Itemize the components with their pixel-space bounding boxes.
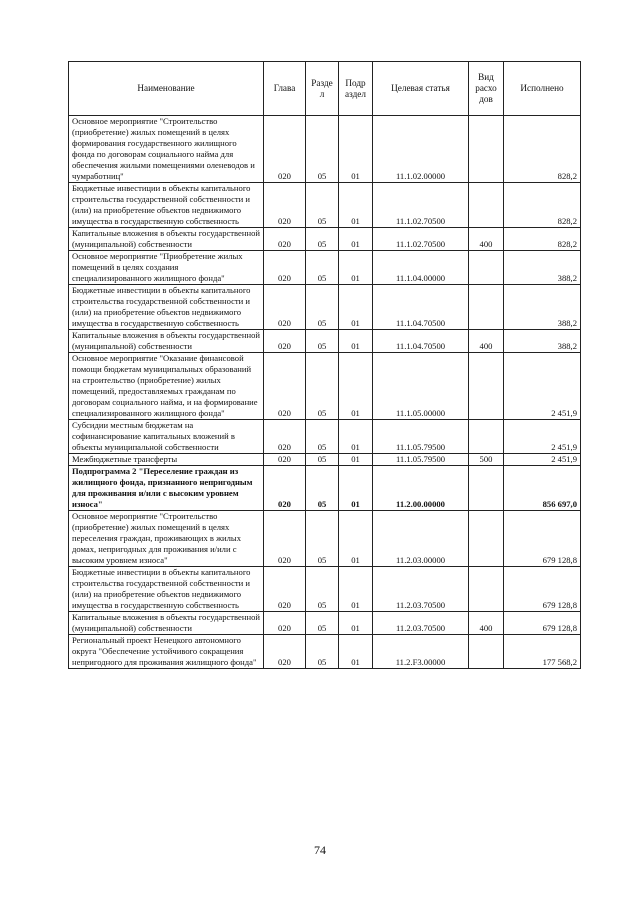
- cell-vid: 400: [469, 330, 504, 353]
- cell-glava: 020: [264, 635, 306, 669]
- cell-celevaya: 11.1.04.00000: [373, 251, 469, 285]
- cell-name: Капитальные вложения в объекты государственной (муниципальной) собственности: [69, 612, 264, 635]
- cell-vid: 400: [469, 228, 504, 251]
- cell-podrazdel: 01: [339, 285, 373, 330]
- table-row: [69, 116, 581, 183]
- table-row: [69, 635, 581, 669]
- cell-razdel: 05: [306, 466, 339, 511]
- cell-razdel: 05: [306, 635, 339, 669]
- cell-ispolneno: 828,2: [504, 183, 581, 228]
- table-row: [69, 330, 581, 353]
- cell-name: Подпрограмма 2 "Переселение граждан из жилищного фонда, признанного непригодным для проживания и/или с высоким уровнем износа": [69, 466, 264, 511]
- cell-celevaya: 11.1.04.70500: [373, 285, 469, 330]
- cell-celevaya: 11.2.00.00000: [373, 466, 469, 511]
- cell-ispolneno: 388,2: [504, 330, 581, 353]
- cell-celevaya: 11.1.05.79500: [373, 454, 469, 466]
- cell-razdel: 05: [306, 183, 339, 228]
- cell-podrazdel: 01: [339, 251, 373, 285]
- cell-razdel: 05: [306, 567, 339, 612]
- cell-ispolneno: 2 451,9: [504, 454, 581, 466]
- page-number: 74: [314, 843, 326, 857]
- cell-ispolneno: 177 568,2: [504, 635, 581, 669]
- table-header: [69, 62, 581, 116]
- cell-podrazdel: 01: [339, 183, 373, 228]
- cell-celevaya: 11.2.03.70500: [373, 567, 469, 612]
- cell-ispolneno: 2 451,9: [504, 420, 581, 454]
- table-row: [69, 251, 581, 285]
- table-row: [69, 454, 581, 466]
- cell-podrazdel: 01: [339, 353, 373, 420]
- cell-razdel: 05: [306, 420, 339, 454]
- cell-name: Основное мероприятие "Строительство (приобретение) жилых помещений в целях переселения граждан, проживающих в жилых домах, непригодных для проживания и/или с высоким уровнем износа": [69, 511, 264, 567]
- budget-table: [68, 61, 581, 669]
- cell-glava: 020: [264, 466, 306, 511]
- cell-ispolneno: 679 128,8: [504, 612, 581, 635]
- cell-celevaya: 11.1.05.00000: [373, 353, 469, 420]
- cell-podrazdel: 01: [339, 454, 373, 466]
- cell-celevaya: 11.2.03.70500: [373, 612, 469, 635]
- cell-razdel: 05: [306, 511, 339, 567]
- cell-podrazdel: 01: [339, 567, 373, 612]
- cell-celevaya: 11.1.02.00000: [373, 116, 469, 183]
- cell-podrazdel: 01: [339, 466, 373, 511]
- cell-celevaya: 11.2.F3.00000: [373, 635, 469, 669]
- cell-ispolneno: 388,2: [504, 285, 581, 330]
- cell-glava: 020: [264, 420, 306, 454]
- cell-ispolneno: 828,2: [504, 228, 581, 251]
- cell-name: Капитальные вложения в объекты государственной (муниципальной) собственности: [69, 228, 264, 251]
- cell-glava: 020: [264, 183, 306, 228]
- cell-ispolneno: 679 128,8: [504, 511, 581, 567]
- cell-ispolneno: 679 128,8: [504, 567, 581, 612]
- table-row: [69, 183, 581, 228]
- cell-name: Основное мероприятие "Строительство (приобретение) жилых помещений в целях формирования государственного жилищного фонда по договорам социального найма для обеспечения жилыми помещениями оленеводов и чумработниц": [69, 116, 264, 183]
- table-row: [69, 511, 581, 567]
- cell-razdel: 05: [306, 454, 339, 466]
- header-ispolneno: Исполнено: [504, 62, 581, 116]
- cell-name: Бюджетные инвестиции в объекты капитального строительства государственной собственности и (или) на приобретение объектов недвижимого имущества в государственную собственность: [69, 285, 264, 330]
- cell-glava: 020: [264, 116, 306, 183]
- header-razdel: Разде л: [306, 62, 339, 116]
- cell-glava: 020: [264, 285, 306, 330]
- cell-ispolneno: 388,2: [504, 251, 581, 285]
- cell-vid: [469, 635, 504, 669]
- cell-vid: [469, 511, 504, 567]
- cell-glava: 020: [264, 511, 306, 567]
- cell-vid: [469, 466, 504, 511]
- header-glava: Глава: [264, 62, 306, 116]
- table-row: [69, 353, 581, 420]
- table-row: [69, 285, 581, 330]
- cell-vid: [469, 420, 504, 454]
- cell-glava: 020: [264, 330, 306, 353]
- cell-ispolneno: 856 697,0: [504, 466, 581, 511]
- header-name: Наименование: [69, 62, 264, 116]
- cell-name: Основное мероприятие "Оказание финансовой помощи бюджетам муниципальных образований на строительство (приобретение) жилых помещений, предоставляемых гражданам по договорам социального найма, и на формирование специализированного жилищного фонда": [69, 353, 264, 420]
- cell-celevaya: 11.2.03.00000: [373, 511, 469, 567]
- table-body: [69, 116, 581, 669]
- table-row: [69, 567, 581, 612]
- cell-glava: 020: [264, 251, 306, 285]
- cell-celevaya: 11.1.02.70500: [373, 228, 469, 251]
- cell-name: Субсидии местным бюджетам на софинансирование капитальных вложений в объекты муниципальной собственности: [69, 420, 264, 454]
- cell-name: Межбюджетные трансферты: [69, 454, 264, 466]
- table-row: [69, 420, 581, 454]
- cell-name: Бюджетные инвестиции в объекты капитального строительства государственной собственности и (или) на приобретение объектов недвижимого имущества в государственную собственность: [69, 567, 264, 612]
- cell-name: Капитальные вложения в объекты государственной (муниципальной) собственности: [69, 330, 264, 353]
- cell-vid: [469, 353, 504, 420]
- cell-glava: 020: [264, 353, 306, 420]
- cell-podrazdel: 01: [339, 330, 373, 353]
- cell-vid: [469, 285, 504, 330]
- cell-vid: 500: [469, 454, 504, 466]
- header-podrazdel: Подр аздел: [339, 62, 373, 116]
- cell-razdel: 05: [306, 285, 339, 330]
- cell-podrazdel: 01: [339, 420, 373, 454]
- cell-vid: [469, 251, 504, 285]
- cell-celevaya: 11.1.02.70500: [373, 183, 469, 228]
- cell-glava: 020: [264, 612, 306, 635]
- cell-razdel: 05: [306, 116, 339, 183]
- cell-glava: 020: [264, 228, 306, 251]
- cell-razdel: 05: [306, 251, 339, 285]
- cell-razdel: 05: [306, 612, 339, 635]
- cell-podrazdel: 01: [339, 116, 373, 183]
- cell-glava: 020: [264, 454, 306, 466]
- cell-razdel: 05: [306, 353, 339, 420]
- cell-ispolneno: 2 451,9: [504, 353, 581, 420]
- cell-vid: [469, 567, 504, 612]
- cell-vid: [469, 116, 504, 183]
- table-row: [69, 228, 581, 251]
- header-celevaya: Целевая статья: [373, 62, 469, 116]
- cell-ispolneno: 828,2: [504, 116, 581, 183]
- header-vid: Вид расхо дов: [469, 62, 504, 116]
- cell-glava: 020: [264, 567, 306, 612]
- cell-razdel: 05: [306, 330, 339, 353]
- cell-podrazdel: 01: [339, 635, 373, 669]
- cell-name: Бюджетные инвестиции в объекты капитального строительства государственной собственности и (или) на приобретение объектов недвижимого имущества в государственную собственность: [69, 183, 264, 228]
- cell-podrazdel: 01: [339, 612, 373, 635]
- cell-name: Основное мероприятие "Приобретение жилых помещений в целях создания специализированного жилищного фонда": [69, 251, 264, 285]
- cell-vid: 400: [469, 612, 504, 635]
- cell-razdel: 05: [306, 228, 339, 251]
- cell-name: Региональный проект Ненецкого автономного округа "Обеспечение устойчивого сокращения непригодного для проживания жилищного фонда": [69, 635, 264, 669]
- cell-vid: [469, 183, 504, 228]
- cell-podrazdel: 01: [339, 228, 373, 251]
- table-row: [69, 466, 581, 511]
- table-row: [69, 612, 581, 635]
- cell-celevaya: 11.1.04.70500: [373, 330, 469, 353]
- cell-celevaya: 11.1.05.79500: [373, 420, 469, 454]
- cell-podrazdel: 01: [339, 511, 373, 567]
